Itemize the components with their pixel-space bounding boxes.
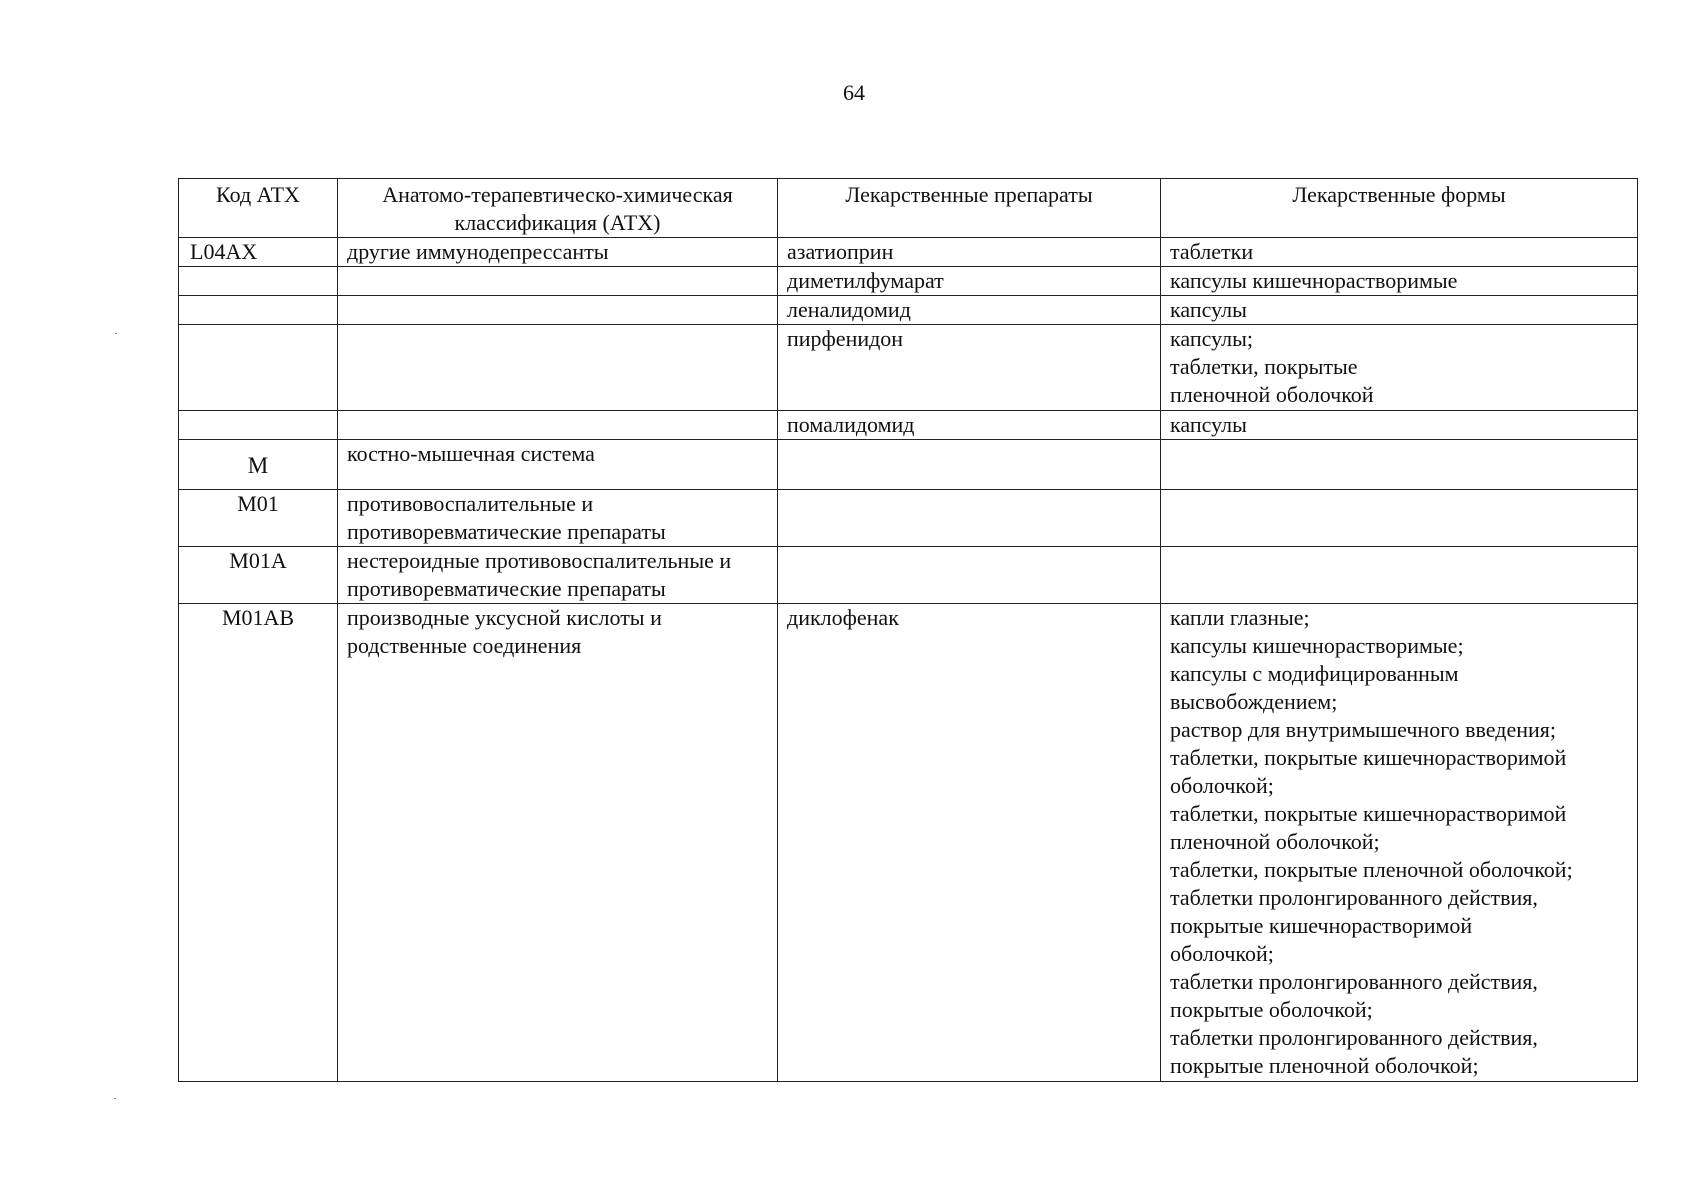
atx-code: М01АВ — [179, 604, 338, 1082]
header-drugs: Лекарственные препараты — [778, 179, 1161, 238]
drug-form-line: таблетки, покрытые кишечнорастворимой — [1170, 745, 1567, 770]
drug-forms — [1161, 490, 1638, 547]
drug-name: азатиоприн — [778, 238, 1161, 267]
table-row — [179, 490, 1638, 547]
drug-name — [778, 440, 1161, 490]
drug-name: пирфенидон — [778, 325, 1161, 411]
drug-form-line: таблетки, покрытые — [1170, 354, 1358, 379]
drug-form-line: капли глазные; — [1170, 605, 1310, 630]
table-row — [179, 325, 1638, 411]
drug-name: леналидомид — [778, 296, 1161, 325]
drug-forms — [1161, 238, 1638, 267]
atx-code — [179, 325, 338, 411]
atx-classification — [338, 296, 778, 325]
header-code: Код АТХ — [179, 179, 338, 238]
atx-code: М01 — [179, 490, 338, 547]
table-row — [179, 238, 1638, 267]
drug-forms — [1161, 440, 1638, 490]
drug-form-line: капсулы — [1170, 412, 1247, 437]
drug-forms — [1161, 604, 1638, 1082]
drug-form-line: оболочкой; — [1170, 941, 1274, 966]
drug-name — [778, 490, 1161, 547]
page-number: 64 — [843, 80, 865, 105]
atx-classification — [338, 267, 778, 296]
drug-form-line: раствор для внутримышечного введения; — [1170, 717, 1557, 742]
table-row — [179, 440, 1638, 490]
table-row — [179, 267, 1638, 296]
drug-form-line: покрытые оболочкой; — [1170, 997, 1373, 1022]
header-classification: Анатомо-терапевтическо-химическая классификация (АТХ) — [338, 179, 778, 238]
drug-form-line: пленочной оболочкой; — [1170, 829, 1380, 854]
drug-form-line: капсулы кишечнорастворимые; — [1170, 633, 1464, 658]
drug-form-line: таблетки пролонгированного действия, — [1170, 1025, 1538, 1050]
drug-form-line: капсулы с модифицированным — [1170, 661, 1459, 686]
drug-forms — [1161, 547, 1638, 604]
drug-forms — [1161, 267, 1638, 296]
atx-drug-table — [178, 178, 1638, 1082]
drug-form-line: пленочной оболочкой — [1170, 382, 1374, 407]
drug-form-line: таблетки, покрытые пленочной оболочкой; — [1170, 857, 1573, 882]
table-row — [179, 604, 1638, 1082]
drug-name: помалидомид — [778, 411, 1161, 440]
atx-classification: нестероидные противовоспалительные и противоревматические препараты — [338, 547, 778, 604]
table-row — [179, 411, 1638, 440]
drug-name: диметилфумарат — [778, 267, 1161, 296]
drug-forms — [1161, 296, 1638, 325]
atx-code — [179, 296, 338, 325]
scan-speck — [115, 333, 117, 334]
drug-form-line: таблетки пролонгированного действия, — [1170, 885, 1538, 910]
atx-code — [179, 411, 338, 440]
table-row — [179, 296, 1638, 325]
atx-classification: другие иммунодепрессанты — [338, 238, 778, 267]
atx-code: М01А — [179, 547, 338, 604]
scan-speck — [114, 1098, 116, 1099]
drug-form-line: оболочкой; — [1170, 773, 1274, 798]
atx-classification — [338, 411, 778, 440]
atx-code — [179, 267, 338, 296]
atx-classification: костно-мышечная система — [338, 440, 778, 490]
atx-code: М — [179, 440, 338, 490]
drug-form-line: капсулы кишечнорастворимые — [1170, 268, 1458, 293]
drug-form-line: капсулы — [1170, 297, 1247, 322]
drug-name — [778, 547, 1161, 604]
atx-classification — [338, 325, 778, 411]
atx-code: L04AX — [179, 238, 338, 267]
table-header-row — [179, 179, 1638, 238]
drug-form-line: покрытые пленочной оболочкой; — [1170, 1053, 1479, 1078]
table-row — [179, 547, 1638, 604]
drug-form-line: таблетки, покрытые кишечнорастворимой — [1170, 801, 1567, 826]
drug-form-line: таблетки пролонгированного действия, — [1170, 969, 1538, 994]
drug-form-line: покрытые кишечнорастворимой — [1170, 913, 1473, 938]
drug-name: диклофенак — [778, 604, 1161, 1082]
atx-classification: противовоспалительные и противоревматические препараты — [338, 490, 778, 547]
drug-form-line: таблетки — [1170, 239, 1254, 264]
drug-forms — [1161, 325, 1638, 411]
drug-form-line: капсулы; — [1170, 326, 1253, 351]
header-forms: Лекарственные формы — [1161, 179, 1638, 238]
atx-classification: производные уксусной кислоты и родственные соединения — [338, 604, 778, 1082]
drug-forms — [1161, 411, 1638, 440]
drug-form-line: высвобождением; — [1170, 689, 1338, 714]
